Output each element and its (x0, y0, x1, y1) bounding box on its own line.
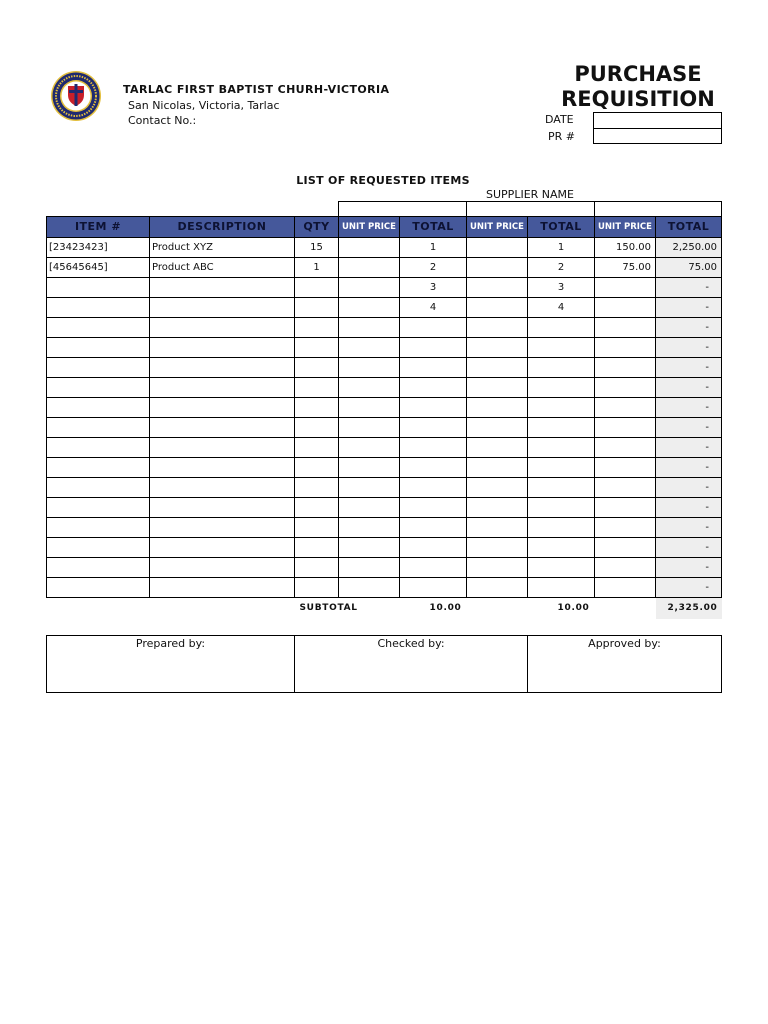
cell-unit-price-3 (595, 358, 656, 378)
table-row (47, 298, 722, 318)
cell-unit-price-1 (339, 458, 400, 478)
cell-description (150, 398, 295, 418)
cell-total-2 (528, 378, 595, 398)
cell-qty (295, 478, 339, 498)
col-header-total-2: TOTAL (528, 217, 595, 238)
cell-total-1 (400, 578, 467, 598)
table-header-row (47, 217, 722, 238)
cell-total-1 (400, 518, 467, 538)
cell-unit-price-3 (595, 438, 656, 458)
cell-item-no (47, 338, 150, 358)
cell-unit-price-2 (467, 498, 528, 518)
cell-description (150, 478, 295, 498)
subtotal-total-2: 10.00 (557, 603, 590, 614)
cell-qty (295, 498, 339, 518)
cell-unit-price-3 (595, 338, 656, 358)
col-header-item-no: ITEM # (47, 217, 150, 238)
table-row (47, 358, 722, 378)
cell-total-3: - (656, 438, 722, 458)
cell-total-3: - (656, 418, 722, 438)
checked-by-label: Checked by: (295, 636, 528, 693)
cell-unit-price-1 (339, 238, 400, 258)
col-header-total-1: TOTAL (400, 217, 467, 238)
document-title-line1: PURCHASE (574, 62, 702, 86)
cell-total-1 (400, 498, 467, 518)
cell-total-3: - (656, 478, 722, 498)
cell-item-no (47, 558, 150, 578)
cell-qty (295, 418, 339, 438)
cell-total-1 (400, 438, 467, 458)
pr-number-label: PR # (548, 130, 575, 143)
cell-item-no (47, 398, 150, 418)
cell-unit-price-1 (339, 398, 400, 418)
cell-total-3: 2,250.00 (656, 238, 722, 258)
cell-item-no (47, 418, 150, 438)
cell-unit-price-2 (467, 438, 528, 458)
subtotal-total-1: 10.00 (429, 603, 462, 614)
cell-total-2 (528, 578, 595, 598)
cell-unit-price-3 (595, 458, 656, 478)
cell-description (150, 318, 295, 338)
cell-total-1 (400, 338, 467, 358)
table-row (47, 498, 722, 518)
cell-total-3: - (656, 458, 722, 478)
date-label: DATE (545, 113, 574, 126)
cell-unit-price-3 (595, 578, 656, 598)
cell-unit-price-2 (467, 538, 528, 558)
cell-item-no (47, 498, 150, 518)
cell-item-no (47, 358, 150, 378)
cell-qty (295, 458, 339, 478)
cell-total-2 (528, 558, 595, 578)
table-row (47, 398, 722, 418)
subtotal-spacer (47, 598, 295, 619)
cell-total-2 (528, 478, 595, 498)
cell-description (150, 378, 295, 398)
cell-total-1 (400, 378, 467, 398)
cell-unit-price-1 (339, 298, 400, 318)
cell-item-no (47, 318, 150, 338)
cell-total-3: - (656, 578, 722, 598)
cell-total-2 (528, 398, 595, 418)
cell-total-1: 4 (400, 298, 467, 318)
cell-total-2: 3 (528, 278, 595, 298)
contact-label: Contact No.: (128, 114, 197, 127)
col-header-unit-price-2: UNIT PRICE (467, 217, 528, 238)
cell-item-no (47, 438, 150, 458)
cell-total-1 (400, 318, 467, 338)
cell-qty (295, 438, 339, 458)
cell-unit-price-2 (467, 518, 528, 538)
cell-total-2 (528, 358, 595, 378)
cell-qty (295, 398, 339, 418)
cell-qty (295, 338, 339, 358)
supplier-spacer (47, 202, 339, 217)
cell-item-no (47, 298, 150, 318)
subtotal-spacer (595, 598, 656, 619)
cell-total-3: - (656, 558, 722, 578)
table-row (47, 378, 722, 398)
cell-unit-price-2 (467, 358, 528, 378)
subtotal-label: SUBTOTAL (299, 603, 358, 614)
cell-total-1: 3 (400, 278, 467, 298)
cell-description (150, 538, 295, 558)
cell-qty (295, 578, 339, 598)
cell-qty: 1 (295, 258, 339, 278)
cell-description (150, 458, 295, 478)
table-row (47, 238, 722, 258)
supplier-name-2 (467, 202, 595, 217)
cell-unit-price-3 (595, 498, 656, 518)
cell-unit-price-3: 150.00 (595, 238, 656, 258)
table-row (47, 518, 722, 538)
cell-total-2 (528, 498, 595, 518)
supplier-name-label: SUPPLIER NAME (486, 188, 574, 201)
cell-description (150, 338, 295, 358)
table-row (47, 438, 722, 458)
cell-unit-price-3: 75.00 (595, 258, 656, 278)
cell-total-1 (400, 398, 467, 418)
cell-total-3: - (656, 298, 722, 318)
cell-total-2 (528, 318, 595, 338)
pr-number-field (593, 128, 722, 144)
table-row (47, 318, 722, 338)
cell-total-2 (528, 538, 595, 558)
cell-unit-price-2 (467, 458, 528, 478)
cell-unit-price-1 (339, 278, 400, 298)
cell-total-2 (528, 458, 595, 478)
cell-unit-price-3 (595, 278, 656, 298)
approved-by-label: Approved by: (528, 636, 722, 693)
subtotal-spacer (467, 598, 528, 619)
items-list-title: LIST OF REQUESTED ITEMS (296, 174, 470, 187)
cell-item-no (47, 478, 150, 498)
cell-total-2: 4 (528, 298, 595, 318)
cell-total-3: - (656, 398, 722, 418)
cell-total-2: 1 (528, 238, 595, 258)
document-title (538, 62, 738, 112)
cell-unit-price-2 (467, 338, 528, 358)
organization-address: San Nicolas, Victoria, Tarlac (128, 99, 280, 112)
cell-unit-price-2 (467, 558, 528, 578)
cell-unit-price-3 (595, 298, 656, 318)
cell-description (150, 498, 295, 518)
cell-qty: 15 (295, 238, 339, 258)
cell-unit-price-1 (339, 498, 400, 518)
cell-total-3: - (656, 518, 722, 538)
cell-qty (295, 278, 339, 298)
cell-total-2 (528, 438, 595, 458)
cell-item-no (47, 458, 150, 478)
cell-total-2 (528, 338, 595, 358)
cell-unit-price-1 (339, 358, 400, 378)
table-row (47, 278, 722, 298)
cell-description (150, 578, 295, 598)
cell-total-1 (400, 358, 467, 378)
cell-unit-price-1 (339, 558, 400, 578)
cell-description (150, 518, 295, 538)
cell-description (150, 358, 295, 378)
cell-description (150, 278, 295, 298)
cell-qty (295, 358, 339, 378)
signature-block (46, 635, 722, 693)
cell-description: Product ABC (150, 258, 295, 278)
cell-unit-price-3 (595, 318, 656, 338)
cell-unit-price-1 (339, 538, 400, 558)
cell-qty (295, 318, 339, 338)
cell-unit-price-3 (595, 398, 656, 418)
cell-description (150, 438, 295, 458)
table-row (47, 418, 722, 438)
cell-unit-price-1 (339, 478, 400, 498)
cell-total-2: 2 (528, 258, 595, 278)
cell-item-no: [23423423] (47, 238, 150, 258)
cell-unit-price-2 (467, 238, 528, 258)
table-row (47, 578, 722, 598)
cell-total-1 (400, 538, 467, 558)
cell-unit-price-3 (595, 518, 656, 538)
cell-item-no (47, 578, 150, 598)
cell-total-1: 1 (400, 238, 467, 258)
cell-total-3: - (656, 498, 722, 518)
cell-qty (295, 298, 339, 318)
cell-item-no (47, 378, 150, 398)
supplier-name-1 (339, 202, 467, 217)
col-header-qty: QTY (295, 217, 339, 238)
cell-total-1 (400, 418, 467, 438)
cell-unit-price-2 (467, 418, 528, 438)
cell-unit-price-3 (595, 478, 656, 498)
cell-total-1 (400, 558, 467, 578)
cell-unit-price-2 (467, 478, 528, 498)
cell-total-1 (400, 458, 467, 478)
table-row (47, 458, 722, 478)
cell-qty (295, 378, 339, 398)
cell-description (150, 298, 295, 318)
requested-items-table (46, 201, 722, 619)
cell-total-2 (528, 518, 595, 538)
cell-unit-price-1 (339, 318, 400, 338)
cell-item-no (47, 538, 150, 558)
table-row (47, 478, 722, 498)
subtotal-row (47, 598, 722, 619)
cell-unit-price-3 (595, 558, 656, 578)
col-header-description: DESCRIPTION (150, 217, 295, 238)
cell-total-1: 2 (400, 258, 467, 278)
cell-qty (295, 518, 339, 538)
cell-unit-price-3 (595, 418, 656, 438)
cell-item-no (47, 278, 150, 298)
cell-description: Product XYZ (150, 238, 295, 258)
table-row (47, 338, 722, 358)
cell-qty (295, 538, 339, 558)
cell-description (150, 558, 295, 578)
subtotal-total-3: 2,325.00 (656, 598, 722, 619)
cell-total-3: - (656, 338, 722, 358)
col-header-unit-price-3: UNIT PRICE (595, 217, 656, 238)
cell-unit-price-1 (339, 578, 400, 598)
cell-unit-price-2 (467, 258, 528, 278)
cell-total-2 (528, 418, 595, 438)
cell-total-3: - (656, 278, 722, 298)
cell-unit-price-2 (467, 378, 528, 398)
cell-unit-price-2 (467, 278, 528, 298)
cell-total-3: - (656, 318, 722, 338)
cell-unit-price-1 (339, 518, 400, 538)
cell-qty (295, 558, 339, 578)
cell-unit-price-2 (467, 578, 528, 598)
cell-total-3: - (656, 358, 722, 378)
cell-unit-price-1 (339, 378, 400, 398)
organization-name: TARLAC FIRST BAPTIST CHURH-VICTORIA (123, 83, 390, 96)
cell-unit-price-1 (339, 438, 400, 458)
cell-total-3: - (656, 538, 722, 558)
cell-unit-price-1 (339, 258, 400, 278)
col-header-unit-price-1: UNIT PRICE (339, 217, 400, 238)
col-header-total-3: TOTAL (656, 217, 722, 238)
document-title-line2: REQUISITION (561, 87, 715, 111)
cell-unit-price-1 (339, 338, 400, 358)
church-seal-logo (50, 70, 102, 122)
table-row (47, 558, 722, 578)
table-row (47, 258, 722, 278)
cell-unit-price-2 (467, 318, 528, 338)
cell-description (150, 418, 295, 438)
cell-total-1 (400, 478, 467, 498)
supplier-name-3 (595, 202, 722, 217)
cell-total-3: - (656, 378, 722, 398)
cell-unit-price-2 (467, 298, 528, 318)
date-field (593, 112, 722, 129)
cell-unit-price-2 (467, 398, 528, 418)
supplier-row (47, 202, 722, 217)
cell-item-no: [45645645] (47, 258, 150, 278)
cell-unit-price-3 (595, 538, 656, 558)
prepared-by-label: Prepared by: (47, 636, 295, 693)
table-row (47, 538, 722, 558)
cell-unit-price-3 (595, 378, 656, 398)
cell-unit-price-1 (339, 418, 400, 438)
cell-item-no (47, 518, 150, 538)
cell-total-3: 75.00 (656, 258, 722, 278)
